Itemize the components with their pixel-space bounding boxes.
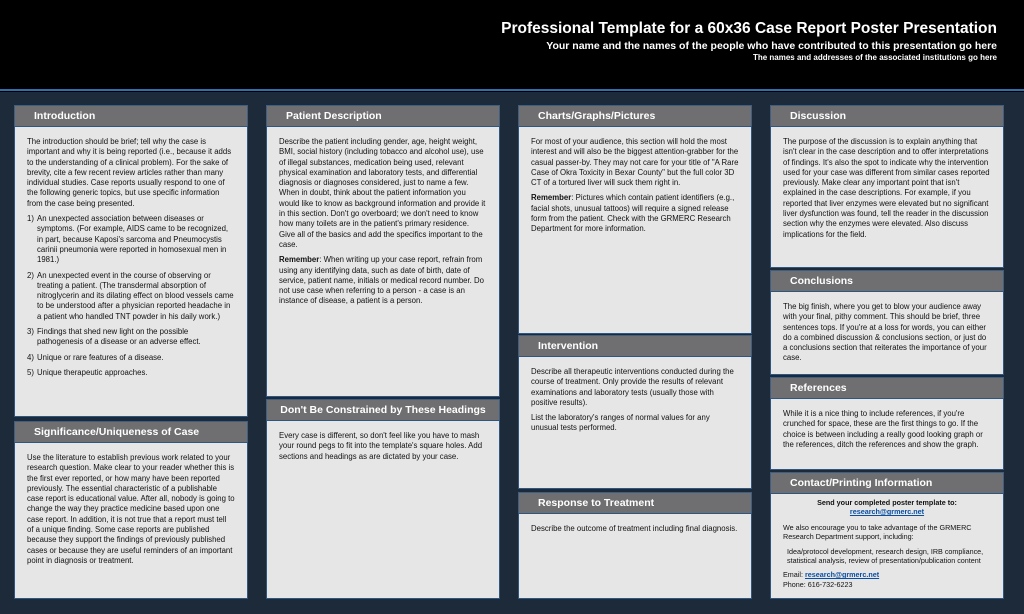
poster-institutions: The names and addresses of the associated institutions go here <box>752 53 997 62</box>
support-encourage: We also encourage you to take advantage of the GRMERC Research Department support, including: <box>783 522 972 542</box>
headings-note-paragraph: Every case is different, so don't feel like you have to mash your round pegs to fit into the template's square holes. Add sections and headings as are dictated by your case. <box>279 431 483 461</box>
contact-body <box>770 493 1004 599</box>
discussion-heading: Discussion <box>770 105 1004 127</box>
discussion-body <box>770 126 1004 268</box>
header-divider <box>0 89 1024 91</box>
list-item: 1) An unexpected association between diseases or symptoms. (For example, AIDS came to be recognized, in part, because Kaposi's sarcoma and Pneumocystis carinii pneumonia were reported in homosexual men in 1981.) <box>27 214 229 265</box>
support-list: Idea/protocol development, research design, IRB compliance, statistical analysis, review of presentation/publication content <box>787 546 984 566</box>
discussion-paragraph: The purpose of the discussion is to explain anything that isn't clear in the case description and to offer interpretations of findings. It's also the spot to indicate why the intervention used for your case was different from similar cases reported previously. Make clear any important point that isn't explained in the case descriptions. For example, if you reported that liver enzymes were elevated but no significant liver dysfunction was found, tell the reader in the discussion section why the enzymes were elevated. Also discuss implications for the field. <box>783 137 990 239</box>
contact-email-link[interactable]: research@grmerc.net <box>804 570 880 580</box>
send-email-link[interactable]: research@grmerc.net <box>849 507 925 517</box>
introduction-body <box>14 126 248 417</box>
charts-body <box>518 126 752 334</box>
introduction-paragraph: The introduction should be brief; tell why the case is important and why it is being reported (i.e., because it adds to the understanding of a clinical problem). For the sake of brevity, cite a few recent review articles rather than many individual studies. Case reports usually respond to one of the following generic topics, but use specific information from the case being presented. <box>27 137 232 208</box>
contact-heading: Contact/Printing Information <box>770 472 1004 494</box>
response-body <box>518 513 752 599</box>
significance-paragraph: Use the literature to establish previous work related to your research question. Make clear to your reader whether this is the first ever reported, or how many have been reported previously. The essential characteristic of a publishable case report is educational value. After all, nobody is going to change the way they practice medicine based upon one case report. In addition, it is not true that a report must tell of a unique finding. Some case reports are published because they support the findings of previously published cases or because they are useful reminders of an important point in diagnosis or treatment. <box>27 453 235 565</box>
intervention-paragraph-2: List the laboratory's ranges of normal values for any unusual tests performed. <box>531 413 710 433</box>
list-item: 5) Unique therapeutic approaches. <box>27 367 148 377</box>
response-paragraph: Describe the outcome of treatment including final diagnosis. <box>531 524 738 533</box>
charts-heading: Charts/Graphs/Pictures <box>518 105 752 127</box>
introduction-heading: Introduction <box>14 105 248 127</box>
introduction-list <box>27 214 235 378</box>
headings-note-body <box>266 420 500 599</box>
intervention-heading: Intervention <box>518 335 752 357</box>
poster-header <box>0 0 1024 92</box>
list-item: 4) Unique or rare features of a disease. <box>27 352 164 362</box>
charts-remember-note: Remember: Pictures which contain patient identifiers (e.g., facial shots, unusual tattoos) will require a signed release form from the patient. Check with the GRMERC Research Department for more information. <box>531 193 735 234</box>
references-paragraph: While it is a nice thing to include references, if you're crunched for space, these are the first things to go. If the choice is between including a really good looking graph or the references, ditch the references and show the graph. <box>783 409 983 449</box>
contact-phone: 616-732-6223 <box>807 579 853 589</box>
significance-heading: Significance/Uniqueness of Case <box>14 421 248 443</box>
list-item: 2) An unexpected event in the course of observing or treating a patient. (The transdermal absorption of nitroglycerin and its dilating effect on blood vessels came to be understood after a physician reported headache in a patient who handled TNT powder in his daily work.) <box>27 270 234 321</box>
contact-phone-line: Phone: 616-732-6223 <box>783 579 853 589</box>
send-line: Send your completed poster template to: <box>817 498 957 507</box>
intervention-paragraph: Describe all therapeutic interventions conducted during the course of treatment. Only provide the results of relevant examinations and laboratory tests (usually those with positive results). <box>531 367 734 407</box>
patient-description-heading: Patient Description <box>266 105 500 127</box>
poster-authors: Your name and the names of the people who have contributed to this presentation go here <box>546 40 997 52</box>
conclusions-heading: Conclusions <box>770 270 1004 292</box>
intervention-body <box>518 356 752 489</box>
response-heading: Response to Treatment <box>518 492 752 514</box>
references-heading: References <box>770 377 1004 399</box>
contact-email-line: Email: research@grmerc.net <box>783 570 880 580</box>
conclusions-paragraph: The big finish, where you get to blow your audience away with your final, pithy comment. This should be brief, three sentences tops. If you're at a loss for words, you can either do a combined discussion & conclusions section, or just do a conclusions section that reiterates the importance of your case. <box>783 302 987 363</box>
patient-paragraph: Describe the patient including gender, age, height weight, BMI, social history (including tobacco and alcohol use), use of illegal substances, medication being used, relevant physical examination and laboratory tests, and differential diagnosis or diagnoses considered, just to name a few. When in doubt, think about the patient information you would like to know as background information and provide it in this section. Don't go overboard; we don't need to know how many toilets are in the patient's primary residence. Give all of the basics and add the specifics important to the case. <box>279 137 486 249</box>
headings-note-heading: Don't Be Constrained by These Headings <box>266 399 500 421</box>
significance-body <box>14 442 248 599</box>
poster-title: Professional Template for a 60x36 Case Report Poster Presentation <box>501 20 997 37</box>
patient-description-body <box>266 126 500 397</box>
patient-remember-note: Remember: When writing up your case report, refrain from using any identifying data, such as date of birth, date of service, patient name, initials or medical record number. Do not use case when referring to a person - a case is an instance of disease, a patient is a person. <box>279 255 484 306</box>
charts-paragraph: For most of your audience, this section will hold the most interest and will also be the biggest attention-grabber for the casual passer-by. They may not care for your title of "A Rare Case of Okra Toxicity in Bexar County" but the full color 3D CT of a tortured liver will suck them right in. <box>531 137 739 188</box>
list-item: 3) Findings that shed new light on the possible pathogenesis of a disease or an adverse effect. <box>27 327 201 347</box>
references-body <box>770 398 1004 470</box>
conclusions-body <box>770 291 1004 375</box>
